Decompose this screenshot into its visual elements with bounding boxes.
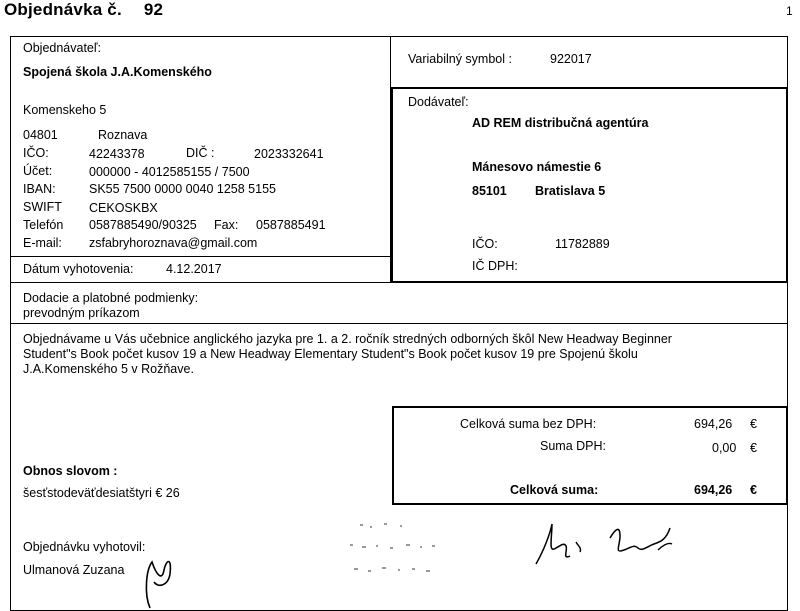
vat-currency: € — [750, 441, 757, 455]
buyer-fax: 0587885491 — [256, 218, 326, 232]
document-title — [4, 0, 163, 20]
order-number: 92 — [143, 0, 164, 19]
buyer-email[interactable]: zsfabryhoroznava@gmail.com — [89, 236, 258, 250]
grand-total-value: 694,26 — [694, 483, 733, 497]
order-text-line-3: J.A.Komenského 5 v Rožňave. — [23, 362, 194, 376]
page-number: 1 — [786, 4, 793, 18]
document-title-label: Objednávka č. — [4, 0, 122, 19]
buyer-zip: 04801 — [23, 128, 58, 142]
variable-symbol-label: Variabilný symbol : — [408, 52, 512, 66]
terms-divider — [10, 323, 788, 324]
approver-signature-icon — [530, 520, 680, 570]
net-total-currency: € — [750, 417, 757, 431]
supplier-ico: 11782889 — [555, 237, 610, 251]
buyer-name: Spojená škola J.A.Komenského — [23, 65, 212, 79]
grand-total-currency: € — [750, 483, 757, 497]
buyer-ico: 42243378 — [89, 147, 145, 161]
supplier-icdph-label: IČ DPH: — [472, 259, 518, 273]
supplier-name: AD REM distribučná agentúra — [472, 116, 649, 130]
variable-symbol-value: 922017 — [550, 52, 592, 66]
supplier-ico-label: IČO: — [472, 237, 498, 251]
preparer-signature-icon — [140, 548, 180, 610]
buyer-phone: 0587885490/90325 — [89, 218, 197, 232]
buyer-swift: CEKOSKBX — [89, 201, 158, 215]
buyer-account-label: Účet: — [23, 164, 53, 178]
order-text-line-2: Student"s Book počet kusov 19 a New Headway Elementary Student"s Book počet kusov 19 pre Spojenú školu — [23, 347, 638, 361]
terms-value: prevodným príkazom — [23, 306, 140, 320]
buyer-ico-label: IČO: — [23, 146, 49, 160]
buyer-label: Objednávateľ: — [23, 41, 102, 55]
order-text-line-1: Objednávame u Vás učebnice anglického jazyka pre 1. a 2. ročník stredných odborných škôl New Headway Beginner — [23, 332, 672, 346]
buyer-iban: SK55 7500 0000 0040 1258 5155 — [89, 182, 276, 196]
buyer-fax-label: Fax: — [214, 218, 239, 232]
buyer-city: Roznava — [98, 128, 148, 142]
buyer-street: Komenskeho 5 — [23, 103, 107, 117]
buyer-account: 000000 - 4012585155 / 7500 — [89, 165, 250, 179]
buyer-iban-label: IBAN: — [23, 182, 56, 196]
supplier-label: Dodávateľ: — [408, 95, 469, 109]
date-label: Dátum vyhotovenia: — [23, 262, 134, 276]
buyer-dic: 2023332641 — [254, 147, 324, 161]
supplier-street: Mánesovo námestie 6 — [472, 160, 602, 174]
buyer-swift-label: SWIFT — [23, 200, 62, 214]
net-total-value: 694,26 — [694, 417, 733, 431]
date-value: 4.12.2017 — [166, 262, 222, 276]
buyer-email-label: E-mail: — [23, 236, 62, 250]
faint-stamp-icon — [340, 520, 450, 580]
buyer-phone-label: Telefón — [23, 218, 64, 232]
buyer-dic-label: DIČ : — [186, 146, 215, 160]
vat-label: Suma DPH: — [540, 439, 606, 453]
terms-label: Dodacie a platobné podmienky: — [23, 291, 199, 305]
in-words-value: šesťstodeväťdesiatštyri € 26 — [23, 486, 180, 500]
prepared-by-label: Objednávku vyhotovil: — [23, 540, 146, 554]
net-total-label: Celková suma bez DPH: — [460, 417, 597, 431]
supplier-zip: 85101 — [472, 184, 507, 198]
grand-total-label: Celková suma: — [510, 483, 599, 497]
in-words-label: Obnos slovom : — [23, 464, 118, 478]
supplier-city: Bratislava 5 — [535, 184, 606, 198]
vat-value: 0,00 — [712, 441, 737, 455]
prepared-by-name: Ulmanová Zuzana — [23, 563, 125, 577]
